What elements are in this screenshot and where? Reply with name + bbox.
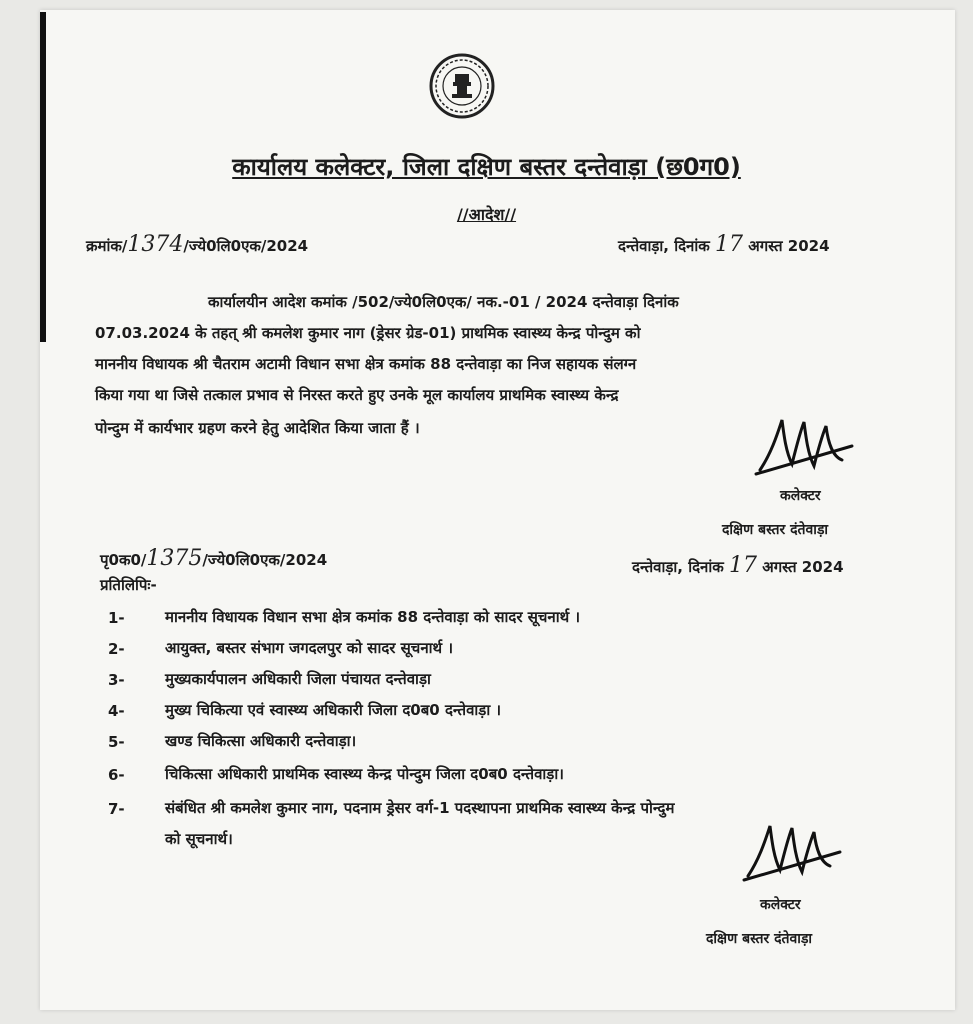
signatory-title: कलेक्टर xyxy=(760,897,801,913)
list-item: खण्ड चिकित्सा अधिकारी दन्तेवाड़ा। xyxy=(165,732,357,750)
signatory-district: दक्षिण बस्तर दंतेवाड़ा xyxy=(706,931,813,947)
body-line-1: कार्यालयीन आदेश कमांक /502/ज्ये0लि0एक/ नक.-01 / 2024 दन्तेवाड़ा दिनांक xyxy=(208,293,679,311)
order-number xyxy=(86,232,308,257)
list-item-number: 3- xyxy=(108,671,125,689)
copy-date-month-year: अगस्त 2024 xyxy=(762,558,844,576)
order-date-month-year: अगस्त 2024 xyxy=(748,237,830,255)
handwritten-copy-number: 1375 xyxy=(146,546,203,571)
list-item: आयुक्त, बस्तर संभाग जगदलपुर को सादर सूचनार्थ । xyxy=(165,639,454,657)
signatory-district: दक्षिण बस्तर दंतेवाड़ा xyxy=(722,522,829,538)
office-title: कार्यालय कलेक्टर, जिला दक्षिण बस्तर दन्तेवाड़ा (छ0ग0) xyxy=(232,153,741,181)
order-number-suffix: /ज्ये0लि0एक/2024 xyxy=(183,237,309,255)
copy-heading: प्रतिलिपिः- xyxy=(100,576,157,594)
list-item: चिकित्सा अधिकारी प्राथमिक स्वास्थ्य केन्द्र पोन्दुम जिला द0ब0 दन्तेवाड़ा। xyxy=(165,765,564,783)
list-item-continuation: को सूचनार्थ। xyxy=(165,830,233,848)
signatory-title: कलेक्टर xyxy=(780,488,821,504)
body-line-2: 07.03.2024 के तहत् श्री कमलेश कुमार नाग (ड्रेसर ग्रेड-01) प्राथमिक स्वास्थ्य केन्द्र पोन्दुम को xyxy=(95,324,641,342)
copy-date xyxy=(632,553,844,578)
list-item-number: 2- xyxy=(108,640,125,658)
list-item-number: 6- xyxy=(108,766,125,784)
body-line-4: किया गया था जिसे तत्काल प्रभाव से निरस्त करते हुए उनके मूल कार्यालय प्राथमिक स्वास्थ्य केन्द्र xyxy=(95,386,619,404)
list-item-number: 7- xyxy=(108,800,125,818)
copy-number-prefix: पृ0क0/ xyxy=(100,551,147,569)
list-item: संबंधित श्री कमलेश कुमार नाग, पदनाम ड्रेसर वर्ग-1 पदस्थापना प्राथमिक स्वास्थ्य केन्द्र पोन्दुम xyxy=(165,799,675,817)
handwritten-order-day: 17 xyxy=(715,232,744,257)
handwritten-signature-icon xyxy=(752,412,862,482)
body-line-3: माननीय विधायक श्री चैतराम अटामी विधान सभा क्षेत्र कमांक 88 दन्तेवाड़ा का निज सहायक संलग्न xyxy=(95,355,637,373)
national-emblem-icon xyxy=(428,52,496,120)
order-number-prefix: क्रमांक/ xyxy=(86,237,128,255)
list-item-number: 4- xyxy=(108,702,125,720)
list-item: माननीय विधायक विधान सभा क्षेत्र कमांक 88 दन्तेवाड़ा को सादर सूचनार्थ । xyxy=(165,608,581,626)
handwritten-signature-icon xyxy=(740,818,850,888)
copy-date-prefix: दन्तेवाड़ा, दिनांक xyxy=(632,558,724,576)
handwritten-order-number: 1374 xyxy=(127,232,184,257)
order-title: //आदेश// xyxy=(456,205,517,224)
order-date-prefix: दन्तेवाड़ा, दिनांक xyxy=(618,237,710,255)
handwritten-copy-day: 17 xyxy=(729,553,758,578)
copy-number xyxy=(100,546,327,571)
list-item-number: 5- xyxy=(108,733,125,751)
list-item-number: 1- xyxy=(108,609,125,627)
body-line-5: पोन्दुम में कार्यभार ग्रहण करने हेतु आदेशित किया जाता हैं । xyxy=(95,419,420,437)
list-item: मुख्यकार्यपालन अधिकारी जिला पंचायत दन्तेवाड़ा xyxy=(165,670,431,688)
order-date xyxy=(618,232,830,257)
copy-number-suffix: /ज्ये0लि0एक/2024 xyxy=(202,551,328,569)
list-item: मुख्य चिकित्या एवं स्वास्थ्य अधिकारी जिला द0ब0 दन्तेवाड़ा । xyxy=(165,701,502,719)
